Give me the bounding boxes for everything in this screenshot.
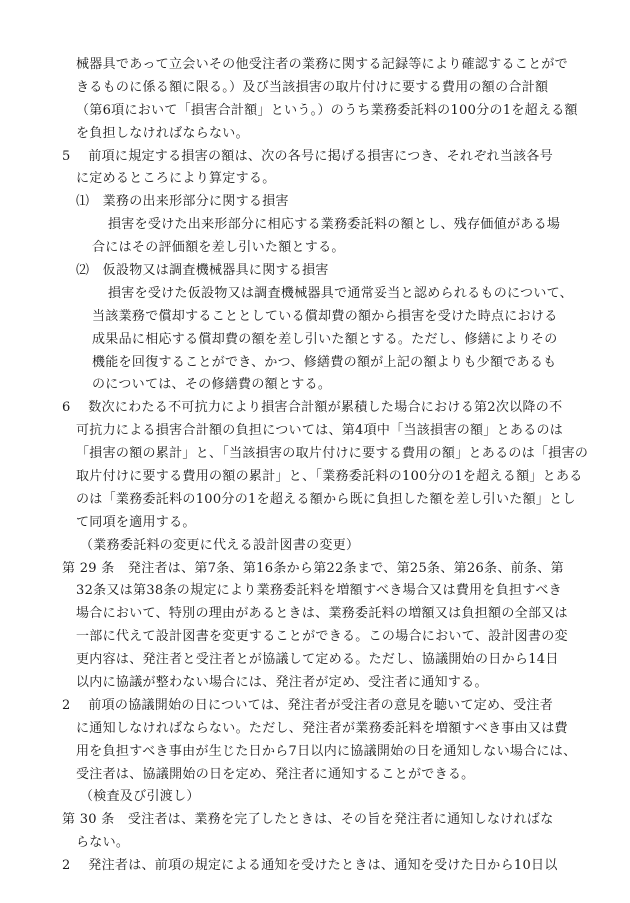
- text-line: 損害を受けた出来形部分に相応する業務委託料の額とし、残存価値がある場: [108, 217, 561, 233]
- text-line: 取片付けに要する費用の額の累計」と、「業務委託料の100分の1を超える額」とある: [76, 469, 583, 484]
- text-line: 当該業務で償却することとしている償却費の額から損害を受けた時点における: [92, 308, 558, 324]
- text-line: に定めるところにより算定する。: [76, 171, 276, 187]
- text-line: 一部に代えて設計図書を変更することができる。この場合において、設計図書の変: [76, 629, 568, 645]
- text-line: 用を負担すべき事由が生じた日から7日以内に協議開始の日を通知しない場合には、: [76, 743, 577, 759]
- text-line: のは「業務委託料の100分の1を超える額から既に負担した額を差し引いた額」とし: [76, 491, 576, 507]
- text-line: （第6項において「損害合計額」という。）のうち業務委託料の100分の1を超える額: [76, 102, 578, 118]
- text-line: 32条又は第38条の規定により業務委託料を増額すべき場合又は費用を負担すべき: [76, 583, 562, 599]
- text-line: のについては、その修繕費の額とする。: [92, 377, 332, 393]
- text-line: 2 発注者は、前項の規定による通知を受けたときは、通知を受けた日から10日以: [62, 858, 558, 874]
- text-line: 6 数次にわたる不可抗力により損害合計額が累積した場合における第2次以降の不: [62, 400, 563, 416]
- text-line: 2 前項の協議開始の日については、発注者が受注者の意見を聴いて定め、受注者: [62, 697, 554, 713]
- text-line: ⑴ 業務の出来形部分に関する損害: [76, 194, 289, 210]
- text-line: 合にはその評価額を差し引いた額とする。: [92, 240, 345, 256]
- text-line: 受注者は、協議開始の日を定め、発注者に通知することができる。: [76, 766, 475, 782]
- text-line: 械器具であって立会いその他受注者の業務に関する記録等により確認することがで: [76, 57, 568, 72]
- text-line: 機能を回復することができ、かつ、修繕費の額が上記の額よりも少額であるも: [92, 354, 557, 370]
- text-line: 以内に協議が整わない場合には、発注者が定め、受注者に通知する。: [76, 675, 488, 690]
- text-line: 5 前項に規定する損害の額は、次の各号に掲げる損害につき、それぞれ当該各号: [62, 148, 554, 164]
- text-line: を負担しなければならない。: [76, 125, 249, 141]
- article-heading: 第 29 条 発注者は、第7条、第16条から第22条まで、第25条、第26条、前条、第: [62, 560, 564, 576]
- text-line: 可抗力による損害合計額の負担については、第4項中「当該損害の額」とあるのは: [76, 423, 564, 439]
- text-line: らない。: [76, 835, 130, 851]
- text-line: きるものに係る額に限る。）及び当該損害の取片付けに要する費用の額の合計額: [76, 79, 549, 95]
- text-line: 「損害の額の累計」と、「当該損害の取片付けに要する費用の額」とあるのは「損害の: [76, 446, 589, 462]
- text-line: 場合において、特別の理由があるときは、業務委託料の増額又は負担額の全部又は: [76, 606, 568, 622]
- article-heading: 第 30 条 受注者は、業務を完了したときは、その旨を発注者に通知しなければな: [62, 812, 554, 828]
- text-line: ⑵ 仮設物又は調査機械器具に関する損害: [76, 263, 329, 278]
- text-line: 損害を受けた仮設物又は調査機械器具で通常妥当と認められるものについて、: [108, 285, 573, 301]
- text-line: に通知しなければならない。ただし、発注者が業務委託料を増額すべき事由又は費: [76, 720, 568, 736]
- text-line: て同項を適用する。: [76, 514, 196, 530]
- text-line: 成果品に相応する償却費の額を差し引いた額とする。ただし、修繕によりその: [92, 331, 558, 347]
- article-caption: （検査及び引渡し）: [80, 789, 200, 805]
- text-line: 更内容は、発注者と受注者とが協議して定める。ただし、協議開始の日から14日: [76, 652, 559, 668]
- article-caption: （業務委託料の変更に代える設計図書の変更）: [80, 537, 360, 553]
